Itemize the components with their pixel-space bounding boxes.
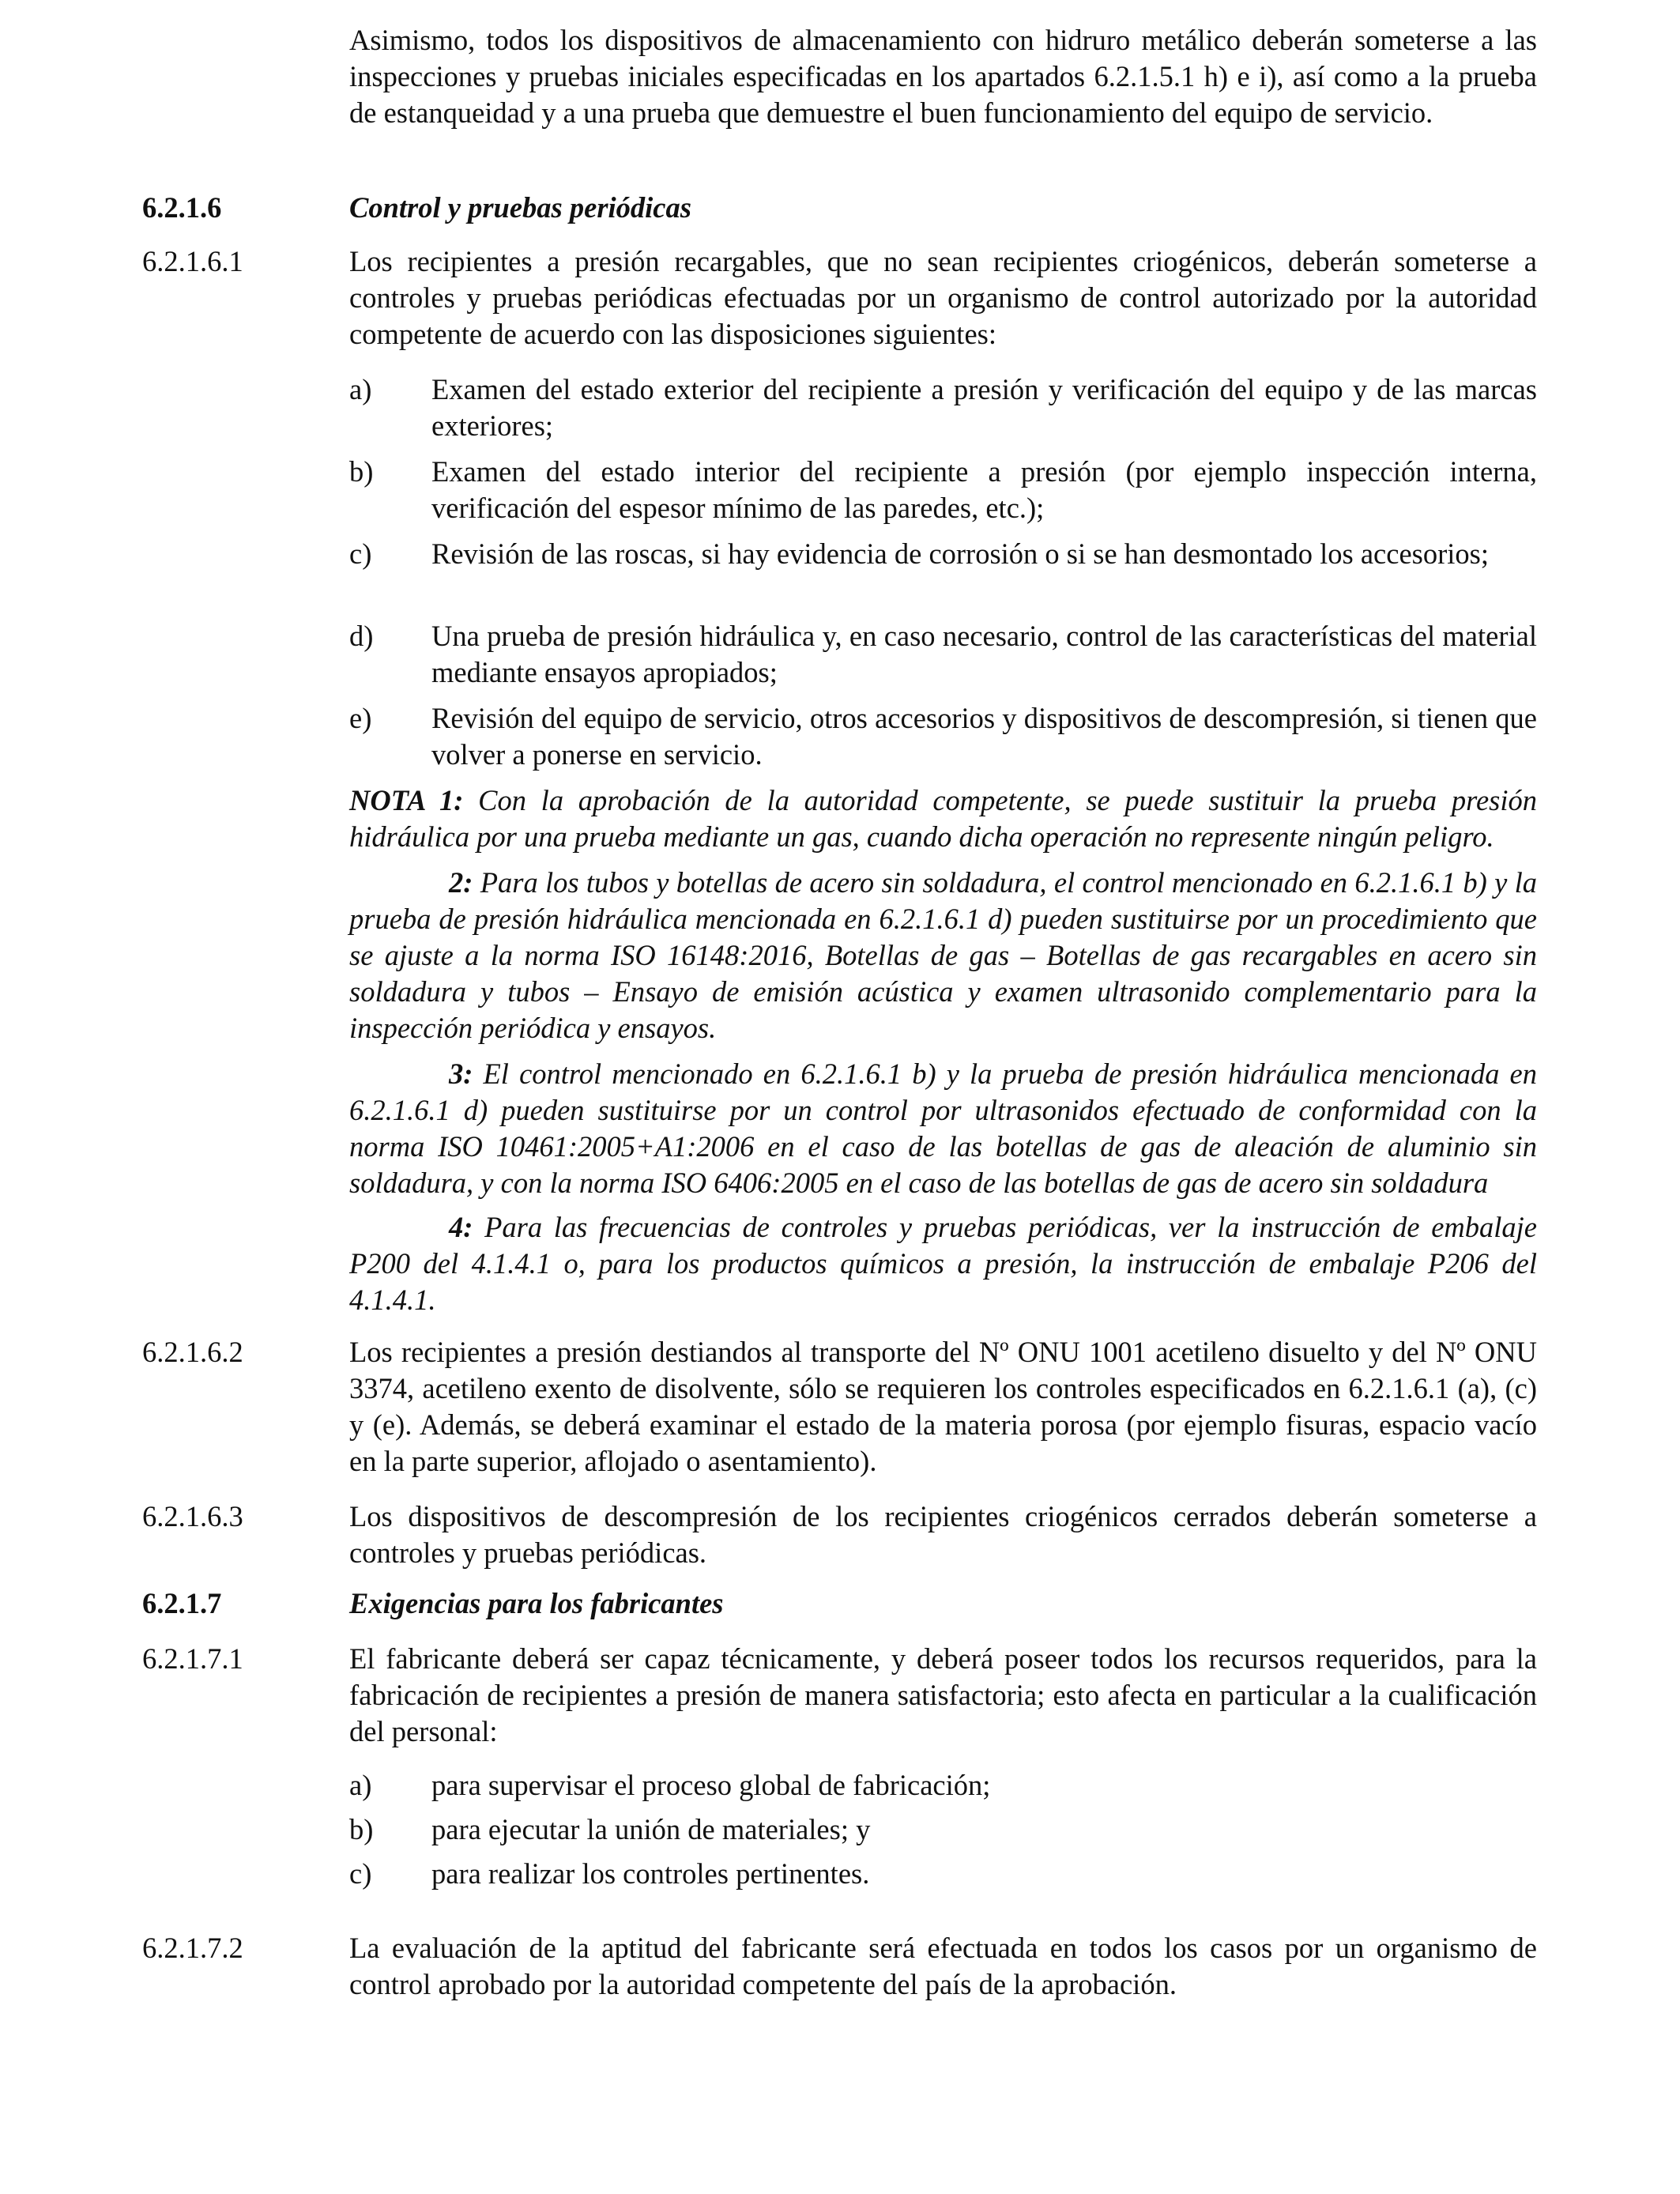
section-title: Exigencias para los fabricantes <box>349 1587 724 1619</box>
section-number: 6.2.1.6 <box>142 191 222 224</box>
intro-paragraph: Asimismo, todos los dispositivos de almacenamiento con hidruro metálico deberán someterse a las inspecciones y pruebas iniciales especificadas en los apartados 6.2.1.5.1 h) e i), así como a la prueba de estanqueidad y a una prueba que demuestre el buen funcionamiento del equipo de servicio. <box>349 24 1537 129</box>
note-lead: 4: <box>449 1211 473 1243</box>
section-number: 6.2.1.6.3 <box>142 1500 243 1532</box>
list-item-text: para supervisar el proceso global de fabricación; <box>431 1769 991 1801</box>
note-text: El control mencionado en 6.2.1.6.1 b) y la prueba de presión hidráulica mencionada en 6.2.1.6.1 d) pueden sustituirse por un control por ultrasonidos efectuado de conformidad con la norma ISO 10461:2005+A1:2006 en el caso de las botellas de gas de aleación de aluminio sin soldadura, y con la norma ISO 6406:2005 en el caso de las botellas de gas de acero sin soldadura <box>349 1057 1537 1199</box>
list-item-text: Examen del estado exterior del recipiente a presión y verificación del equipo y de las marcas exteriores; <box>431 373 1537 442</box>
list-item-text: Revisión del equipo de servicio, otros accesorios y dispositivos de descompresión, si tienen que volver a ponerse en servicio. <box>431 702 1537 771</box>
section-number: 6.2.1.7 <box>142 1587 222 1619</box>
note-text: Para los tubos y botellas de acero sin soldadura, el control mencionado en 6.2.1.6.1 b) y la prueba de presión hidráulica mencionada en 6.2.1.6.1 d) pueden sustituirse por un procedimiento que se ajuste a la norma ISO 16148:2016, Botellas de gas – Botellas de gas recargables en acero sin soldadura y tubos – Ensayo de emisión acústica y examen ultrasonido complementario para la inspección periódica y ensayos. <box>349 866 1537 1044</box>
list-item-label: e) <box>349 702 372 734</box>
list-item-label: c) <box>349 537 372 570</box>
list-item-label: c) <box>349 1857 372 1890</box>
section-paragraph: Los recipientes a presión recargables, que no sean recipientes criogénicos, deberán someterse a controles y pruebas periódicas efectuadas por un organismo de control autorizado por la autoridad competente de acuerdo con las disposiciones siguientes: <box>349 245 1537 350</box>
list-item-label: a) <box>349 1769 372 1801</box>
section-paragraph: La evaluación de la aptitud del fabricante será efectuada en todos los casos por un organismo de control aprobado por la autoridad competente del país de la aprobación. <box>349 1932 1537 2000</box>
note-lead: 2: <box>449 866 473 899</box>
list-item-text: Una prueba de presión hidráulica y, en caso necesario, control de las características del material mediante ensayos apropiados; <box>431 620 1537 688</box>
section-number: 6.2.1.7.1 <box>142 1642 243 1675</box>
section-number: 6.2.1.6.2 <box>142 1336 243 1368</box>
note-lead: NOTA 1: <box>349 784 464 816</box>
note-text: Para las frecuencias de controles y pruebas periódicas, ver la instrucción de embalaje P200 del 4.1.4.1 o, para los productos químicos a presión, la instrucción de embalaje P206 del 4.1.4.1. <box>349 1211 1537 1316</box>
list-item-text: para ejecutar la unión de materiales; y <box>431 1813 871 1845</box>
list-item-text: Examen del estado interior del recipiente a presión (por ejemplo inspección interna, verificación del espesor mínimo de las paredes, etc.); <box>431 455 1537 524</box>
list-item-text: para realizar los controles pertinentes. <box>431 1857 870 1890</box>
list-item-text: Revisión de las roscas, si hay evidencia de corrosión o si se han desmontado los accesorios; <box>431 537 1490 570</box>
section-paragraph: Los dispositivos de descompresión de los recipientes criogénicos cerrados deberán someterse a controles y pruebas periódicas. <box>349 1500 1537 1569</box>
list-item-label: a) <box>349 373 372 405</box>
list-item-label: b) <box>349 1813 374 1845</box>
section-number: 6.2.1.6.1 <box>142 245 243 277</box>
list-item-label: d) <box>349 620 374 652</box>
section-number: 6.2.1.7.2 <box>142 1932 243 1964</box>
note-lead: 3: <box>449 1057 473 1090</box>
list-item-label: b) <box>349 455 374 488</box>
section-title: Control y pruebas periódicas <box>349 191 691 224</box>
section-paragraph: Los recipientes a presión destiandos al transporte del Nº ONU 1001 acetileno disuelto y del Nº ONU 3374, acetileno exento de disolvente, sólo se requieren los controles especificados en 6.2.1.6.1 (a), (c) y (e). Además, se deberá examinar el estado de la materia porosa (por ejemplo fisuras, espacio vacío en la parte superior, aflojado o asentamiento). <box>349 1336 1537 1477</box>
section-paragraph: El fabricante deberá ser capaz técnicamente, y deberá poseer todos los recursos requeridos, para la fabricación de recipientes a presión de manera satisfactoria; esto afecta en particular a la cualificación del personal: <box>349 1642 1537 1747</box>
note-text: Con la aprobación de la autoridad competente, se puede sustituir la prueba presión hidráulica por una prueba mediante un gas, cuando dicha operación no represente ningún peligro. <box>349 784 1537 853</box>
